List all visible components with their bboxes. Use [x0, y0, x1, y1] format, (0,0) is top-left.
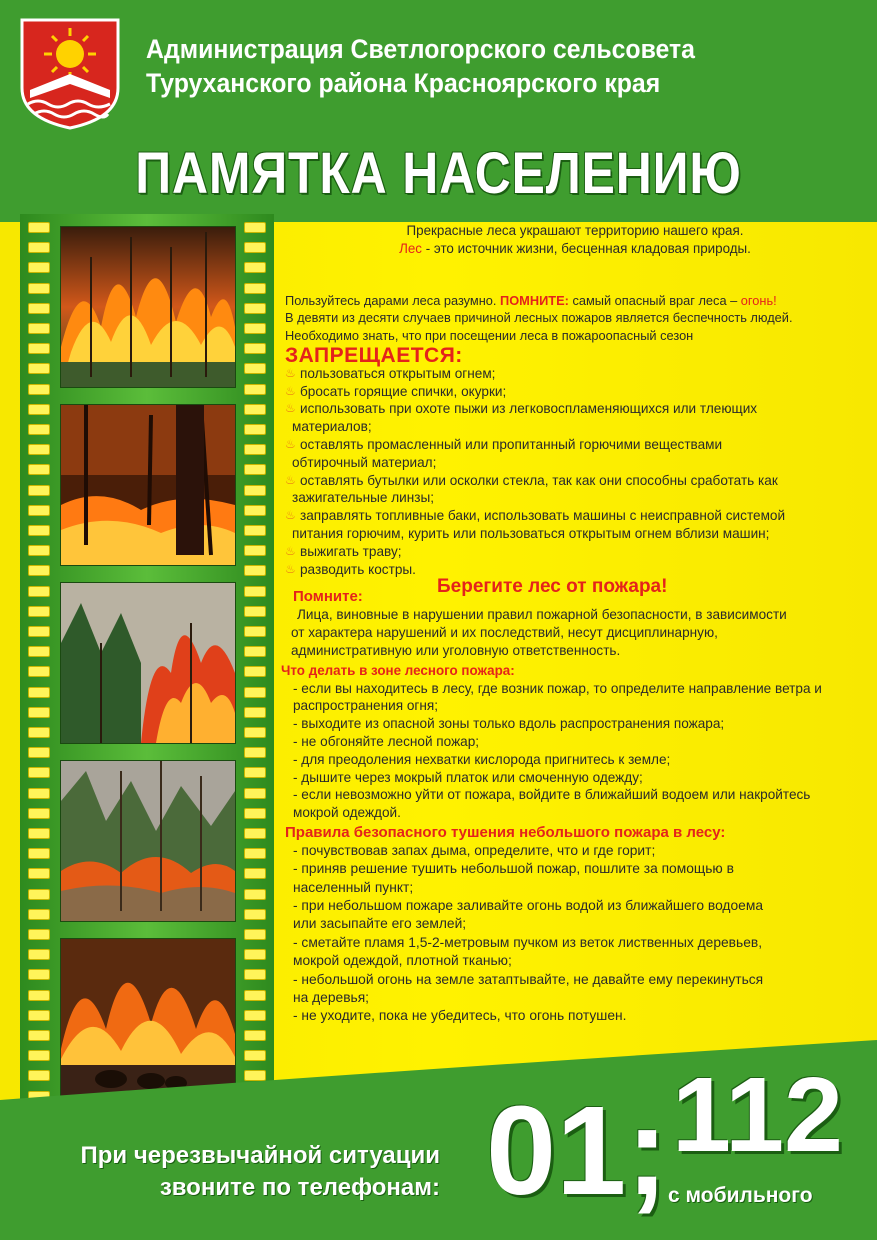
rules-line: - не уходите, пока не убедитесь, что огонь потушен.: [293, 1008, 627, 1024]
film-hole: [28, 262, 50, 273]
film-hole: [244, 788, 266, 799]
forbidden-item: [285, 507, 865, 543]
film-hole: [244, 606, 266, 617]
film-hole: [28, 969, 50, 980]
intro-forest-word: Лес: [399, 240, 422, 256]
film-holes-left: [28, 214, 50, 1114]
film-hole: [244, 767, 266, 778]
film-hole: [244, 404, 266, 415]
memo-content: [281, 222, 865, 1026]
intro-line-2-rest: - это источник жизни, бесценная кладовая природы.: [422, 240, 751, 256]
flame-bullet-icon: ♨: [285, 436, 296, 451]
flame-bullet-icon: ♨: [285, 561, 296, 576]
flame-bullet-icon: ♨: [285, 383, 296, 398]
film-hole: [244, 969, 266, 980]
forbidden-heading: ЗАПРЕЩАЕТСЯ:: [285, 343, 463, 367]
film-hole: [244, 545, 266, 556]
film-hole: [28, 707, 50, 718]
film-hole: [244, 949, 266, 960]
zone-line: - если вы находитесь в лесу, где возник пожар, то определите направление ветра и: [293, 680, 822, 696]
forbidden-item-text-cont: зажигательные линзы;: [292, 490, 435, 506]
emergency-text: [30, 1140, 440, 1204]
film-hole: [28, 868, 50, 879]
film-hole: [28, 949, 50, 960]
film-hole: [244, 687, 266, 698]
film-hole: [244, 363, 266, 374]
phone-number-01: 01;: [486, 1080, 669, 1221]
fire-photo-4: [60, 760, 236, 922]
forbidden-item-text-cont: питания горючим, курить или пользоваться открытым огнем вблизи машин;: [292, 525, 770, 541]
mobile-label: с мобильного: [668, 1184, 813, 1207]
film-hole: [28, 222, 50, 233]
zone-heading: Что делать в зоне лесного пожара:: [281, 662, 515, 678]
film-hole: [244, 990, 266, 1001]
responsibility-text: [285, 606, 865, 659]
forbidden-item-text: пользоваться открытым огнем;: [300, 365, 496, 381]
film-hole: [28, 767, 50, 778]
warn-line-3: Необходимо знать, что при посещении леса в пожароопасный сезон: [285, 328, 694, 344]
film-hole: [28, 565, 50, 576]
rules-list: [285, 842, 865, 1026]
rules-line: - при небольшом пожаре заливайте огонь водой из ближайшего водоема: [293, 897, 763, 913]
zone-line: - дышите через мокрый платок или смоченную одежду;: [293, 769, 643, 785]
film-hole: [28, 909, 50, 920]
film-hole: [28, 687, 50, 698]
film-hole: [28, 646, 50, 657]
film-hole: [28, 747, 50, 758]
fire-photo-2: [60, 404, 236, 566]
film-hole: [28, 848, 50, 859]
film-hole: [28, 626, 50, 637]
film-hole: [28, 303, 50, 314]
forbidden-item-text: оставлять промасленный или пропитанный горючими веществами: [300, 436, 723, 452]
forbidden-item: [285, 383, 865, 401]
film-hole: [244, 222, 266, 233]
page-title: ПАМЯТКА НАСЕЛЕНИЮ: [135, 141, 742, 206]
org-line-1: Администрация Светлогорского сельсовета: [146, 34, 695, 64]
intro-line-2: [285, 240, 865, 258]
responsibility-line-3: административную или уголовную ответственность.: [291, 642, 621, 658]
film-hole: [28, 283, 50, 294]
film-hole: [244, 646, 266, 657]
film-hole: [244, 666, 266, 677]
forbidden-item-text-cont: материалов;: [292, 419, 372, 435]
forbidden-item: [285, 472, 865, 508]
zone-line: мокрой одеждой.: [293, 805, 401, 821]
film-hole: [28, 404, 50, 415]
forbidden-list: [285, 365, 865, 579]
film-hole: [244, 929, 266, 940]
film-hole: [28, 343, 50, 354]
flame-bullet-icon: ♨: [285, 543, 296, 558]
film-hole: [244, 485, 266, 496]
film-hole: [28, 606, 50, 617]
film-hole: [28, 323, 50, 334]
zone-line: - для преодоления нехватки кислорода пригнитесь к земле;: [293, 751, 671, 767]
film-hole: [244, 868, 266, 879]
film-hole: [244, 848, 266, 859]
rules-line: - небольшой огонь на земле затаптывайте, не давайте ему перекинуться: [293, 971, 764, 987]
zone-line: - выходите из опасной зоны только вдоль распространения пожара;: [293, 716, 725, 732]
film-hole: [244, 889, 266, 900]
responsibility-line-2: от характера нарушений и их последствий, несут дисциплинарную,: [291, 625, 718, 641]
film-hole: [28, 384, 50, 395]
film-hole: [244, 242, 266, 253]
slogan: Берегите лес от пожара!: [437, 576, 668, 598]
film-hole: [28, 525, 50, 536]
intro-line-1: Прекрасные леса украшают территорию нашего края.: [406, 223, 744, 238]
zone-line: - если невозможно уйти от пожара, войдите в ближайший водоем или накройтесь: [293, 787, 811, 803]
org-line-2: Туруханского района Красноярского края: [146, 68, 661, 98]
forbidden-item: [285, 436, 865, 472]
film-hole: [244, 283, 266, 294]
rules-line: мокрой одеждой, плотной тканью;: [293, 953, 512, 969]
rules-line: - почувствовав запах дыма, определите, что и где горит;: [293, 842, 656, 858]
film-hole: [244, 424, 266, 435]
film-hole: [244, 727, 266, 738]
film-hole: [244, 1010, 266, 1021]
film-hole: [28, 444, 50, 455]
flame-bullet-icon: ♨: [285, 472, 296, 487]
rules-heading: Правила безопасного тушения небольшого пожара в лесу:: [285, 823, 726, 841]
zone-list: [285, 680, 865, 822]
coat-of-arms-icon: [20, 18, 120, 130]
rules-line: - сметайте пламя 1,5-2-метровым пучком из веток лиственных деревьев,: [293, 934, 763, 950]
film-hole: [28, 545, 50, 556]
rules-line: населенный пункт;: [293, 879, 414, 895]
flame-bullet-icon: ♨: [285, 365, 296, 380]
film-hole: [28, 363, 50, 374]
film-holes-right: [244, 214, 266, 1114]
film-hole: [28, 485, 50, 496]
film-hole: [244, 525, 266, 536]
rules-line: на деревья;: [293, 989, 370, 1005]
film-hole: [244, 586, 266, 597]
warn-fire: огонь!: [740, 292, 777, 308]
forbidden-item-text: выжигать траву;: [300, 543, 402, 559]
forbidden-item-text: заправлять топливные баки, использовать машины с неисправной системой: [300, 508, 786, 524]
forbidden-item: [285, 543, 865, 561]
film-hole: [244, 505, 266, 516]
film-hole: [244, 747, 266, 758]
header-band: [0, 0, 877, 222]
forbidden-item-text: использовать при охоте пыжи из легковоспламеняющихся или тлеющих: [300, 401, 758, 417]
film-hole: [28, 990, 50, 1001]
remember-heading: Помните:: [293, 588, 363, 606]
film-hole: [28, 666, 50, 677]
film-hole: [244, 384, 266, 395]
film-hole: [28, 1010, 50, 1021]
warn-paragraph: [285, 292, 865, 345]
film-hole: [28, 242, 50, 253]
film-hole: [244, 343, 266, 354]
warn-text-start: Пользуйтесь дарами леса разумно.: [285, 292, 501, 308]
forbidden-item: [285, 365, 865, 383]
film-hole: [244, 444, 266, 455]
film-hole: [28, 505, 50, 516]
emergency-line-2: звоните по телефонам:: [159, 1174, 440, 1201]
film-hole: [28, 727, 50, 738]
forbidden-item-text: оставлять бутылки или осколки стекла, так как они способны сработать как: [300, 472, 778, 488]
warn-remember: ПОМНИТЕ:: [500, 292, 569, 308]
film-hole: [28, 586, 50, 597]
fire-photo-3: [60, 582, 236, 744]
film-hole: [28, 788, 50, 799]
film-hole: [28, 828, 50, 839]
film-hole: [28, 889, 50, 900]
film-hole: [244, 565, 266, 576]
forbidden-item-text: разводить костры.: [300, 561, 416, 577]
zone-line: распространения огня;: [293, 698, 439, 714]
film-hole: [244, 323, 266, 334]
film-hole: [244, 262, 266, 273]
rules-line: - приняв решение тушить небольшой пожар, пошлите за помощью в: [293, 861, 734, 877]
remember-row: [285, 576, 865, 606]
film-hole: [244, 828, 266, 839]
emergency-line-1: При черезвычайной ситуации: [80, 1142, 440, 1169]
forbidden-item-text-cont: обтирочный материал;: [292, 454, 437, 470]
flame-bullet-icon: ♨: [285, 401, 296, 416]
film-hole: [28, 424, 50, 435]
flame-bullet-icon: ♨: [285, 508, 296, 523]
forbidden-item: [285, 400, 865, 436]
film-hole: [244, 626, 266, 637]
responsibility-line-1: Лица, виновные в нарушении правил пожарной безопасности, в зависимости: [297, 607, 787, 623]
film-hole: [28, 808, 50, 819]
phone-number-112: 112: [672, 1056, 844, 1174]
film-hole: [244, 464, 266, 475]
fire-photo-1: [60, 226, 236, 388]
zone-line: - не обгоняйте лесной пожар;: [293, 733, 480, 749]
film-hole: [28, 464, 50, 475]
film-hole: [28, 929, 50, 940]
warn-text-mid: самый опасный враг леса –: [568, 292, 741, 308]
warn-line-2: В девяти из десяти случаев причиной лесных пожаров является беспечность людей.: [285, 310, 793, 326]
film-hole: [244, 303, 266, 314]
forbidden-item-text: бросать горящие спички, окурки;: [300, 383, 507, 399]
film-hole: [244, 707, 266, 718]
film-hole: [244, 808, 266, 819]
film-hole: [244, 909, 266, 920]
rules-line: или засыпайте его землей;: [293, 916, 467, 932]
film-strip: [20, 214, 274, 1114]
